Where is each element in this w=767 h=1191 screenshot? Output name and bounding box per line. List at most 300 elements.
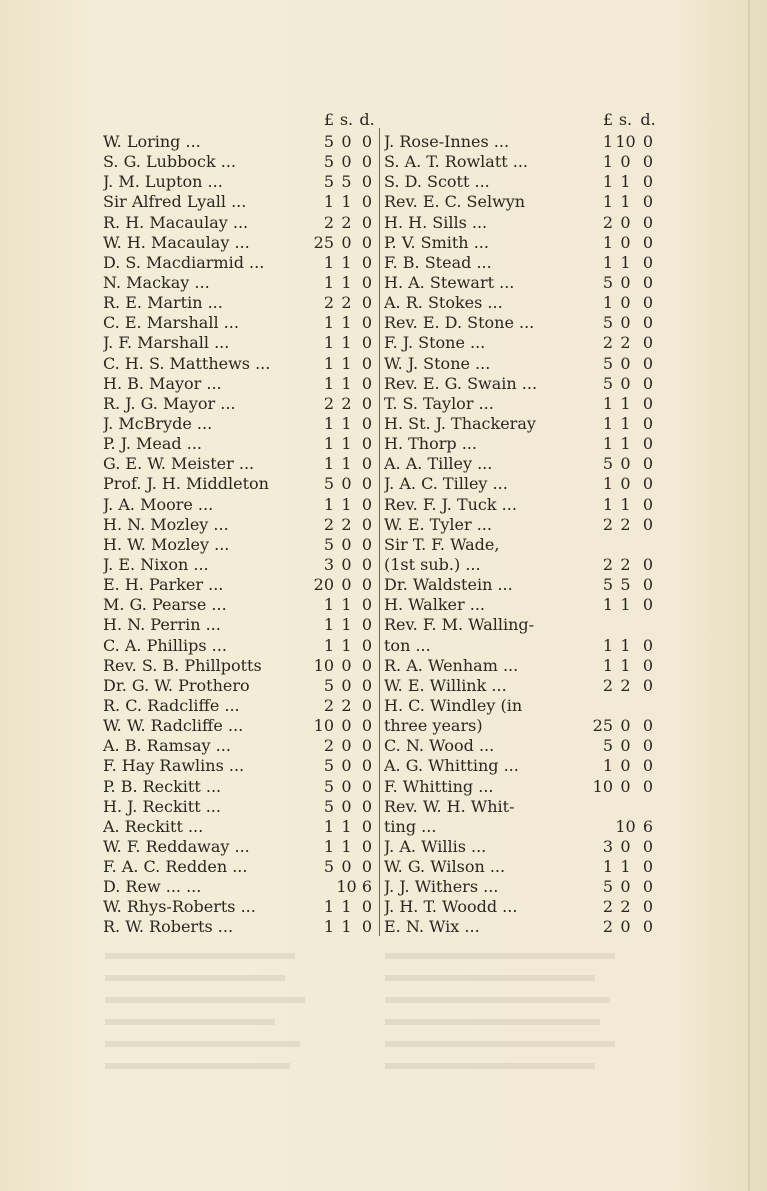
subscriber-row: [103, 917, 377, 937]
pounds-value: 5: [323, 776, 334, 796]
shillings-value: 0: [341, 232, 352, 252]
pence-value: [636, 535, 660, 555]
column-divider: [379, 128, 380, 936]
subscriber-row: [384, 495, 660, 515]
subscriber-name: three years): [384, 716, 483, 736]
pounds-value: 5: [602, 353, 613, 373]
subscriber-row: [103, 676, 377, 696]
subscriber-name: H. Thorp ...: [384, 434, 477, 454]
pence-value: 0: [642, 333, 654, 353]
pence-value: 0: [642, 675, 654, 695]
subscriber-row: [384, 656, 660, 676]
subscriber-name: W. F. Reddaway ...: [103, 836, 250, 856]
subscriber-row: [103, 837, 377, 857]
subscriber-row: [384, 555, 660, 575]
subscriber-row: [384, 414, 660, 434]
subscriber-name: E. H. Parker ...: [103, 575, 224, 595]
subscriber-row: [384, 374, 660, 394]
subscriber-name: J. Rose-Innes ...: [384, 132, 510, 151]
pounds-value: 20: [313, 575, 334, 595]
subscriber-name: J. M. Lupton ...: [103, 172, 223, 192]
subscriber-row: [103, 636, 377, 656]
shillings-value: 0: [620, 756, 631, 776]
pounds-value: 2: [602, 212, 613, 232]
subscriber-row: [103, 333, 377, 353]
pence-value: 0: [361, 575, 373, 595]
subscriber-row: [103, 716, 377, 736]
pence-value: [636, 797, 660, 817]
pounds-value: 5: [323, 132, 334, 151]
shillings-value: 2: [620, 333, 631, 353]
subscriber-row: [103, 897, 377, 917]
pence-value: 0: [361, 836, 373, 856]
pence-value: 0: [642, 232, 654, 252]
shillings-value: 0: [620, 313, 631, 333]
pounds-value: 5: [602, 313, 613, 333]
shillings-value: 0: [341, 474, 352, 494]
pence-value: [636, 615, 660, 635]
pounds-value: 1: [323, 494, 334, 514]
subscriber-name: R. W. Roberts ...: [103, 917, 234, 937]
pounds-value: 1: [323, 373, 334, 393]
shillings-value: 2: [341, 695, 352, 715]
pounds-value: 1: [323, 413, 334, 433]
subscriber-row: [103, 313, 377, 333]
subscriber-row: [384, 515, 660, 535]
pence-value: 0: [642, 413, 654, 433]
pounds-value: 1: [323, 353, 334, 373]
pence-value: 6: [361, 877, 373, 897]
pence-value: 0: [642, 836, 654, 856]
pounds-value: 25: [592, 716, 613, 736]
subscriber-row: [103, 797, 377, 817]
subscriber-name: M. G. Pearse ...: [103, 595, 227, 615]
pence-value: 0: [361, 192, 373, 212]
pence-value: 0: [361, 293, 373, 313]
subscriber-name: Dr. G. W. Prothero: [103, 675, 250, 695]
shillings-value: 0: [620, 917, 631, 937]
pounds-value: 1: [323, 272, 334, 292]
subscriber-row: [103, 454, 377, 474]
pounds-value: 1: [602, 635, 613, 655]
subscriber-name: Sir T. F. Wade,: [384, 534, 500, 554]
shillings-value: 0: [620, 716, 631, 736]
pence-value: 0: [361, 454, 373, 474]
shillings-value: 1: [341, 635, 352, 655]
subscriber-name: H. A. Stewart ...: [384, 272, 515, 292]
shillings-value: 0: [620, 474, 631, 494]
pounds-value: 2: [602, 917, 613, 937]
pounds-value: 5: [602, 575, 613, 595]
pounds-value: 5: [323, 796, 334, 816]
subscriber-name: D. Rew ... ...: [103, 877, 202, 897]
pence-value: 0: [642, 716, 654, 736]
subscriber-row: [384, 535, 660, 555]
pounds-value: 1: [602, 413, 613, 433]
pounds-value: 2: [602, 514, 613, 534]
shillings-value: [615, 797, 636, 817]
shillings-value: 0: [341, 655, 352, 675]
pence-value: 0: [642, 454, 654, 474]
pence-value: 0: [361, 272, 373, 292]
pence-value: 0: [642, 212, 654, 232]
shillings-value: 10: [336, 877, 357, 897]
pence-value: 0: [642, 434, 654, 454]
shillings-value: 0: [341, 675, 352, 695]
subscriber-row: [103, 132, 377, 152]
subscriber-name: J. E. Nixon ...: [103, 554, 209, 574]
shillings-value: 1: [341, 816, 352, 836]
pence-value: 0: [642, 635, 654, 655]
pence-value: 0: [361, 132, 373, 151]
pence-value: 0: [361, 413, 373, 433]
subscriber-row: [103, 696, 377, 716]
shillings-value: 0: [341, 716, 352, 736]
pence-value: 0: [642, 172, 654, 192]
pounds-value: 1: [323, 454, 334, 474]
subscriber-row: [384, 132, 660, 152]
subscriber-row: [103, 777, 377, 797]
pounds-value: 1: [602, 756, 613, 776]
subscriber-row: [103, 474, 377, 494]
shillings-value: 1: [341, 252, 352, 272]
subscriber-name: Prof. J. H. Middleton: [103, 474, 269, 494]
pounds-value: 5: [323, 474, 334, 494]
pence-value: 0: [361, 434, 373, 454]
subscriber-name: J. A. Willis ...: [384, 836, 487, 856]
shillings-value: 0: [341, 736, 352, 756]
shillings-value: 1: [341, 836, 352, 856]
shillings-value: 1: [620, 252, 631, 272]
subscriber-row: [384, 192, 660, 212]
pence-value: 0: [642, 494, 654, 514]
right-subscriber-column: [384, 110, 660, 938]
subscriber-name: J. A. Moore ...: [103, 494, 214, 514]
pounds-value: 1: [602, 393, 613, 413]
subscriber-row: [103, 374, 377, 394]
pence-value: 0: [642, 554, 654, 574]
pounds-value: 1: [323, 192, 334, 212]
subscriber-name: W. H. Macaulay ...: [103, 232, 250, 252]
subscriber-name: N. Mackay ...: [103, 272, 210, 292]
pence-value: 0: [361, 635, 373, 655]
shillings-header: s.: [339, 110, 354, 129]
pence-value: 0: [361, 172, 373, 192]
pence-value: 0: [361, 212, 373, 232]
shillings-value: 2: [341, 212, 352, 232]
subscriber-name: H. C. Windley (in: [384, 695, 523, 715]
subscriber-row: [384, 454, 660, 474]
shillings-value: 1: [341, 192, 352, 212]
subscriber-name: E. N. Wix ...: [384, 917, 480, 937]
subscriber-row: [103, 817, 377, 837]
pence-value: 0: [361, 756, 373, 776]
shillings-value: 1: [341, 333, 352, 353]
subscriber-name: W. Loring ...: [103, 132, 201, 151]
subscriber-row: [103, 414, 377, 434]
shillings-value: 1: [341, 615, 352, 635]
subscriber-name: W. G. Wilson ...: [384, 857, 506, 877]
pounds-header: £: [602, 110, 613, 129]
subscriber-row: [103, 253, 377, 273]
subscriber-row: [103, 736, 377, 756]
subscriber-row: [384, 736, 660, 756]
pence-value: 0: [642, 474, 654, 494]
pence-value: 0: [361, 333, 373, 353]
subscriber-name: J. F. Marshall ...: [103, 333, 230, 353]
subscriber-name: W. E. Willink ...: [384, 675, 507, 695]
shillings-value: 0: [620, 272, 631, 292]
pounds-value: 2: [602, 897, 613, 917]
pounds-value: 1: [323, 917, 334, 937]
subscriber-row: [384, 434, 660, 454]
subscriber-row: [384, 696, 660, 716]
subscriber-name: W. W. Radcliffe ...: [103, 716, 244, 736]
pounds-value: 2: [602, 333, 613, 353]
subscriber-row: [384, 917, 660, 937]
pence-value: 6: [642, 816, 654, 836]
shillings-value: 1: [620, 413, 631, 433]
subscriber-name: H. N. Perrin ...: [103, 615, 221, 635]
pence-value: 0: [642, 655, 654, 675]
subscriber-name: Rev. E. D. Stone ...: [384, 313, 535, 333]
pounds-value: 1: [602, 152, 613, 172]
shillings-value: 1: [341, 897, 352, 917]
subscriber-row: [103, 495, 377, 515]
subscriber-name: P. B. Reckitt ...: [103, 776, 222, 796]
subscriber-row: [384, 817, 660, 837]
shillings-value: 0: [620, 353, 631, 373]
pence-value: 0: [361, 857, 373, 877]
shillings-value: 2: [341, 393, 352, 413]
pounds-value: 1: [323, 252, 334, 272]
subscriber-name: R. J. G. Mayor ...: [103, 393, 236, 413]
pence-value: 0: [361, 474, 373, 494]
pounds-value: [576, 535, 615, 555]
shillings-value: 0: [341, 776, 352, 796]
pounds-value: 2: [602, 675, 613, 695]
subscriber-name: C. E. Marshall ...: [103, 313, 239, 333]
subscriber-row: [384, 636, 660, 656]
pence-value: 0: [642, 514, 654, 534]
pounds-value: 1: [323, 595, 334, 615]
subscriber-row: [384, 857, 660, 877]
pence-value: 0: [361, 252, 373, 272]
left-subscriber-column: [103, 110, 377, 938]
subscriber-row: [384, 575, 660, 595]
subscriber-name: A. A. Tilley ...: [384, 454, 493, 474]
shillings-value: 10: [615, 816, 636, 836]
shillings-value: 0: [341, 756, 352, 776]
pounds-value: 2: [323, 695, 334, 715]
subscriber-name: J. A. C. Tilley ...: [384, 474, 508, 494]
pounds-value: 25: [313, 232, 334, 252]
subscriber-row: [103, 273, 377, 293]
pounds-value: 1: [323, 897, 334, 917]
pence-value: 0: [642, 152, 654, 172]
subscriber-row: [103, 877, 377, 897]
subscriber-row: [384, 797, 660, 817]
pence-value: 0: [642, 736, 654, 756]
pence-value: 0: [361, 736, 373, 756]
pence-value: 0: [642, 353, 654, 373]
shillings-value: 2: [341, 514, 352, 534]
pence-value: 0: [361, 373, 373, 393]
subscriber-row: [384, 394, 660, 414]
pounds-value: 5: [323, 172, 334, 192]
subscriber-row: [103, 434, 377, 454]
pounds-value: [576, 615, 615, 635]
pounds-value: 5: [602, 877, 613, 897]
subscriber-row: [103, 756, 377, 776]
subscriber-name: R. C. Radcliffe ...: [103, 695, 240, 715]
shillings-value: 0: [620, 232, 631, 252]
shillings-value: 1: [341, 353, 352, 373]
subscriber-row: [103, 354, 377, 374]
pounds-value: 2: [323, 293, 334, 313]
pounds-value: 1: [602, 252, 613, 272]
pounds-value: 1: [323, 615, 334, 635]
subscriber-row: [384, 293, 660, 313]
subscriber-name: (1st sub.) ...: [384, 554, 481, 574]
shillings-value: 0: [341, 857, 352, 877]
pence-value: 0: [642, 132, 654, 151]
pence-value: 0: [642, 877, 654, 897]
pounds-value: 1: [323, 333, 334, 353]
subscriber-row: [384, 333, 660, 353]
pounds-value: [305, 877, 336, 897]
subscriber-row: [103, 293, 377, 313]
subscriber-name: J. H. T. Woodd ...: [384, 897, 518, 917]
subscriber-row: [103, 233, 377, 253]
subscriber-name: D. S. Macdiarmid ...: [103, 252, 265, 272]
pence-value: 0: [361, 796, 373, 816]
pence-value: 0: [361, 514, 373, 534]
shillings-value: 2: [620, 514, 631, 534]
pounds-value: 10: [313, 655, 334, 675]
shillings-value: 1: [620, 192, 631, 212]
subscriber-row: [103, 192, 377, 212]
shillings-value: 1: [620, 655, 631, 675]
subscriber-name: S. D. Scott ...: [384, 172, 490, 192]
pounds-value: 1: [602, 293, 613, 313]
pounds-value: 5: [323, 534, 334, 554]
subscriber-name: C. N. Wood ...: [384, 736, 495, 756]
shillings-value: 0: [620, 877, 631, 897]
pence-value: 0: [361, 393, 373, 413]
subscriber-name: W. J. Stone ...: [384, 353, 491, 373]
subscriber-row: [384, 897, 660, 917]
pounds-header: £: [323, 110, 334, 129]
pence-value: 0: [361, 554, 373, 574]
pounds-value: 2: [602, 554, 613, 574]
pounds-value: 1: [602, 857, 613, 877]
subscriber-row: [103, 857, 377, 877]
pence-value: 0: [361, 695, 373, 715]
pounds-value: 1: [323, 434, 334, 454]
pence-value: 0: [642, 272, 654, 292]
pence-value: 0: [361, 655, 373, 675]
subscriber-name: Dr. Waldstein ...: [384, 575, 513, 595]
subscriber-row: [384, 615, 660, 635]
subscriber-name: ton ...: [384, 635, 431, 655]
shillings-value: [615, 535, 636, 555]
pence-value: 0: [642, 313, 654, 333]
shillings-value: 1: [620, 172, 631, 192]
pence-value: 0: [361, 595, 373, 615]
shillings-value: 1: [620, 494, 631, 514]
subscriber-name: J. J. Withers ...: [384, 877, 499, 897]
pounds-value: 1: [602, 474, 613, 494]
subscriber-row: [384, 676, 660, 696]
shillings-value: 1: [341, 313, 352, 333]
subscriber-name: F. J. Stone ...: [384, 333, 486, 353]
subscriber-name: J. McBryde ...: [103, 413, 213, 433]
subscriber-row: [103, 515, 377, 535]
pence-value: 0: [642, 373, 654, 393]
pounds-value: 1: [602, 132, 613, 151]
shillings-value: [615, 615, 636, 635]
subscriber-name: R. A. Wenham ...: [384, 655, 519, 675]
pence-value: 0: [361, 353, 373, 373]
pence-value: 0: [361, 897, 373, 917]
subscriber-row: [384, 273, 660, 293]
pounds-value: 3: [323, 554, 334, 574]
pence-value: 0: [361, 615, 373, 635]
pounds-value: 2: [323, 393, 334, 413]
pence-value: 0: [642, 393, 654, 413]
pounds-value: 5: [602, 373, 613, 393]
subscriber-name: S. A. T. Rowlatt ...: [384, 152, 529, 172]
pounds-value: 1: [602, 232, 613, 252]
subscriber-row: [103, 172, 377, 192]
subscriber-name: R. H. Macaulay ...: [103, 212, 249, 232]
pence-value: 0: [361, 716, 373, 736]
subscriber-name: H. Walker ...: [384, 595, 485, 615]
pounds-value: [576, 696, 615, 716]
pounds-value: 1: [323, 836, 334, 856]
subscriber-row: [103, 152, 377, 172]
subscriber-row: [384, 354, 660, 374]
pence-value: 0: [642, 776, 654, 796]
subscriber-name: F. B. Stead ...: [384, 252, 492, 272]
pence-value: 0: [361, 494, 373, 514]
subscriber-name: Rev. E. C. Selwyn: [384, 192, 526, 212]
shillings-value: [615, 696, 636, 716]
pounds-value: 5: [323, 756, 334, 776]
pounds-value: 3: [602, 836, 613, 856]
shillings-value: 5: [620, 575, 631, 595]
pence-value: 0: [642, 857, 654, 877]
pence-value: 0: [642, 917, 654, 937]
show-through-text: [95, 936, 640, 1076]
subscriber-row: [103, 213, 377, 233]
subscriber-name: Rev. F. J. Tuck ...: [384, 494, 517, 514]
shillings-value: 0: [341, 152, 352, 172]
subscriber-row: [384, 474, 660, 494]
subscriber-name: F. A. C. Redden ...: [103, 857, 248, 877]
shillings-value: 0: [341, 534, 352, 554]
shillings-value: 1: [620, 595, 631, 615]
pounds-value: 5: [323, 152, 334, 172]
shillings-value: 1: [620, 857, 631, 877]
shillings-value: 0: [341, 796, 352, 816]
shillings-value: 0: [620, 776, 631, 796]
pounds-value: 1: [602, 192, 613, 212]
shillings-value: 0: [341, 554, 352, 574]
subscriber-row: [103, 394, 377, 414]
subscriber-name: A. G. Whitting ...: [384, 756, 519, 776]
